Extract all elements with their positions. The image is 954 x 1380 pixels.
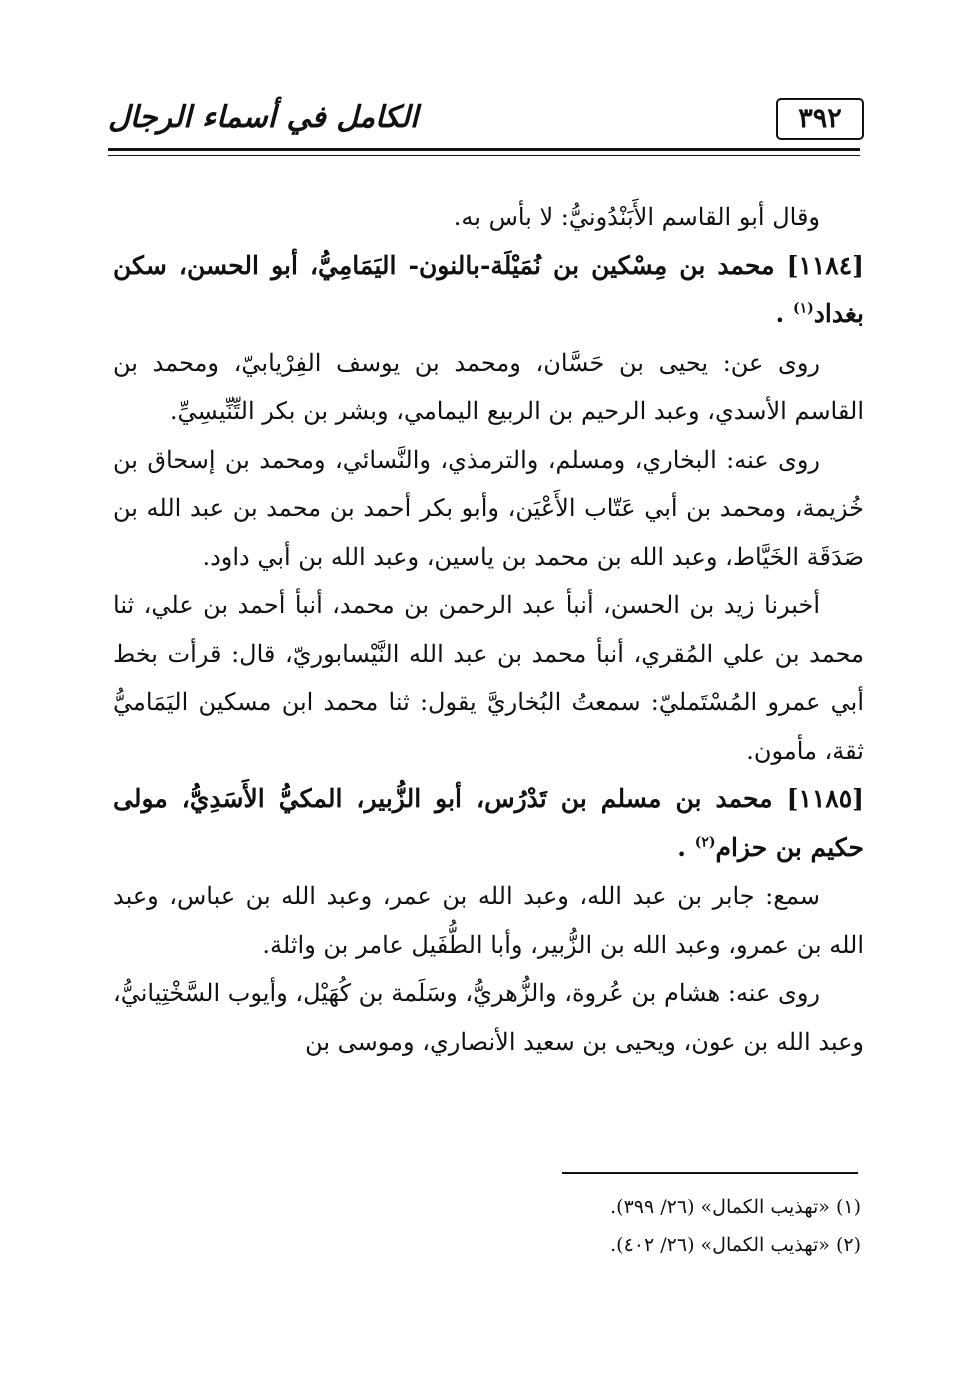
paragraph: روى عنه: هشام بن عُروة، والزُّهريُّ، وسَلَمة بن كُهَيْل، وأيوب السَّخْتِيانيُّ، وعبد الله بن عون، ويحيى بن سعيد الأنصاري، وموسى بن	[113, 979, 864, 1056]
header-rule-thin	[108, 155, 860, 156]
entry-heading-end: .	[775, 299, 785, 328]
main-text	[113, 193, 864, 1066]
page-number: ٣٩٢	[776, 98, 864, 140]
entry-heading-text: [١١٨٤] محمد بن مِسْكين بن نُمَيْلَة-بالنون- اليَمَامِيُّ، أبو الحسن، سكن بغداد	[113, 250, 864, 328]
footnote-ref: (١)	[792, 300, 814, 317]
paragraph: روى عنه: البخاري، ومسلم، والترمذي، والنَّسائي، ومحمد بن إسحاق بن خُزيمة، ومحمد بن أبي عَتّاب الأَعْيَن، وأبو بكر أحمد بن محمد بن عبد الله بن صَدَقَة الخَيَّاط، وعبد الله بن محمد بن ياسين، وعبد الله بن أبي داود.	[113, 445, 864, 571]
footnote-1: (١) «تهذيب الكمال» (٢٦/ ٣٩٩).	[610, 1196, 861, 1218]
page-header	[108, 98, 864, 160]
paragraph: وقال أبو القاسم الأَبَنْدُونيُّ: لا بأس به.	[453, 203, 820, 231]
entry-heading-text: [١١٨٥] محمد بن مسلم بن تَدْرُس، أبو الزُّبير، المكيُّ الأَسَدِيُّ، مولى حكيم بن حزام	[113, 784, 864, 862]
paragraph: أخبرنا زيد بن الحسن، أنبأ عبد الرحمن بن محمد، أنبأ أحمد بن علي، ثنا محمد بن علي المُقري، أنبأ محمد بن عبد الله النَّيْسابوريّ، قال: قرأت بخط أبي عمرو المُسْتَمليّ: سمعتُ البُخاريَّ يقول: ثنا محمد ابن مسكين اليَمَاميُّ ثقة، مأمون.	[113, 591, 864, 765]
footnote-2: (٢) «تهذيب الكمال» (٢٦/ ٤٠٢).	[610, 1234, 861, 1256]
footnote-rule	[562, 1172, 858, 1174]
entry-heading-1184	[113, 242, 864, 339]
entry-heading-1185	[113, 775, 864, 872]
paragraph: سمع: جابر بن عبد الله، وعبد الله بن عمر، وعبد الله بن عباس، وعبد الله بن عمرو، وعبد الله بن الزُّبير، وأبا الطُّفَيل عامر بن واثلة.	[113, 882, 864, 959]
book-title: الكامل في أسماء الرجال	[108, 100, 419, 135]
entry-heading-end: .	[677, 832, 686, 862]
paragraph: روى عن: يحيى بن حَسَّان، ومحمد بن يوسف الفِرْيابيّ، ومحمد بن القاسم الأسدي، وعبد الرحيم بن الربيع اليمامي، وبشر بن بكر التِّنِّيسِيِّ.	[113, 348, 864, 425]
footnote-ref: (٢)	[694, 834, 716, 851]
footnotes	[361, 1188, 861, 1264]
header-rule	[108, 148, 860, 151]
